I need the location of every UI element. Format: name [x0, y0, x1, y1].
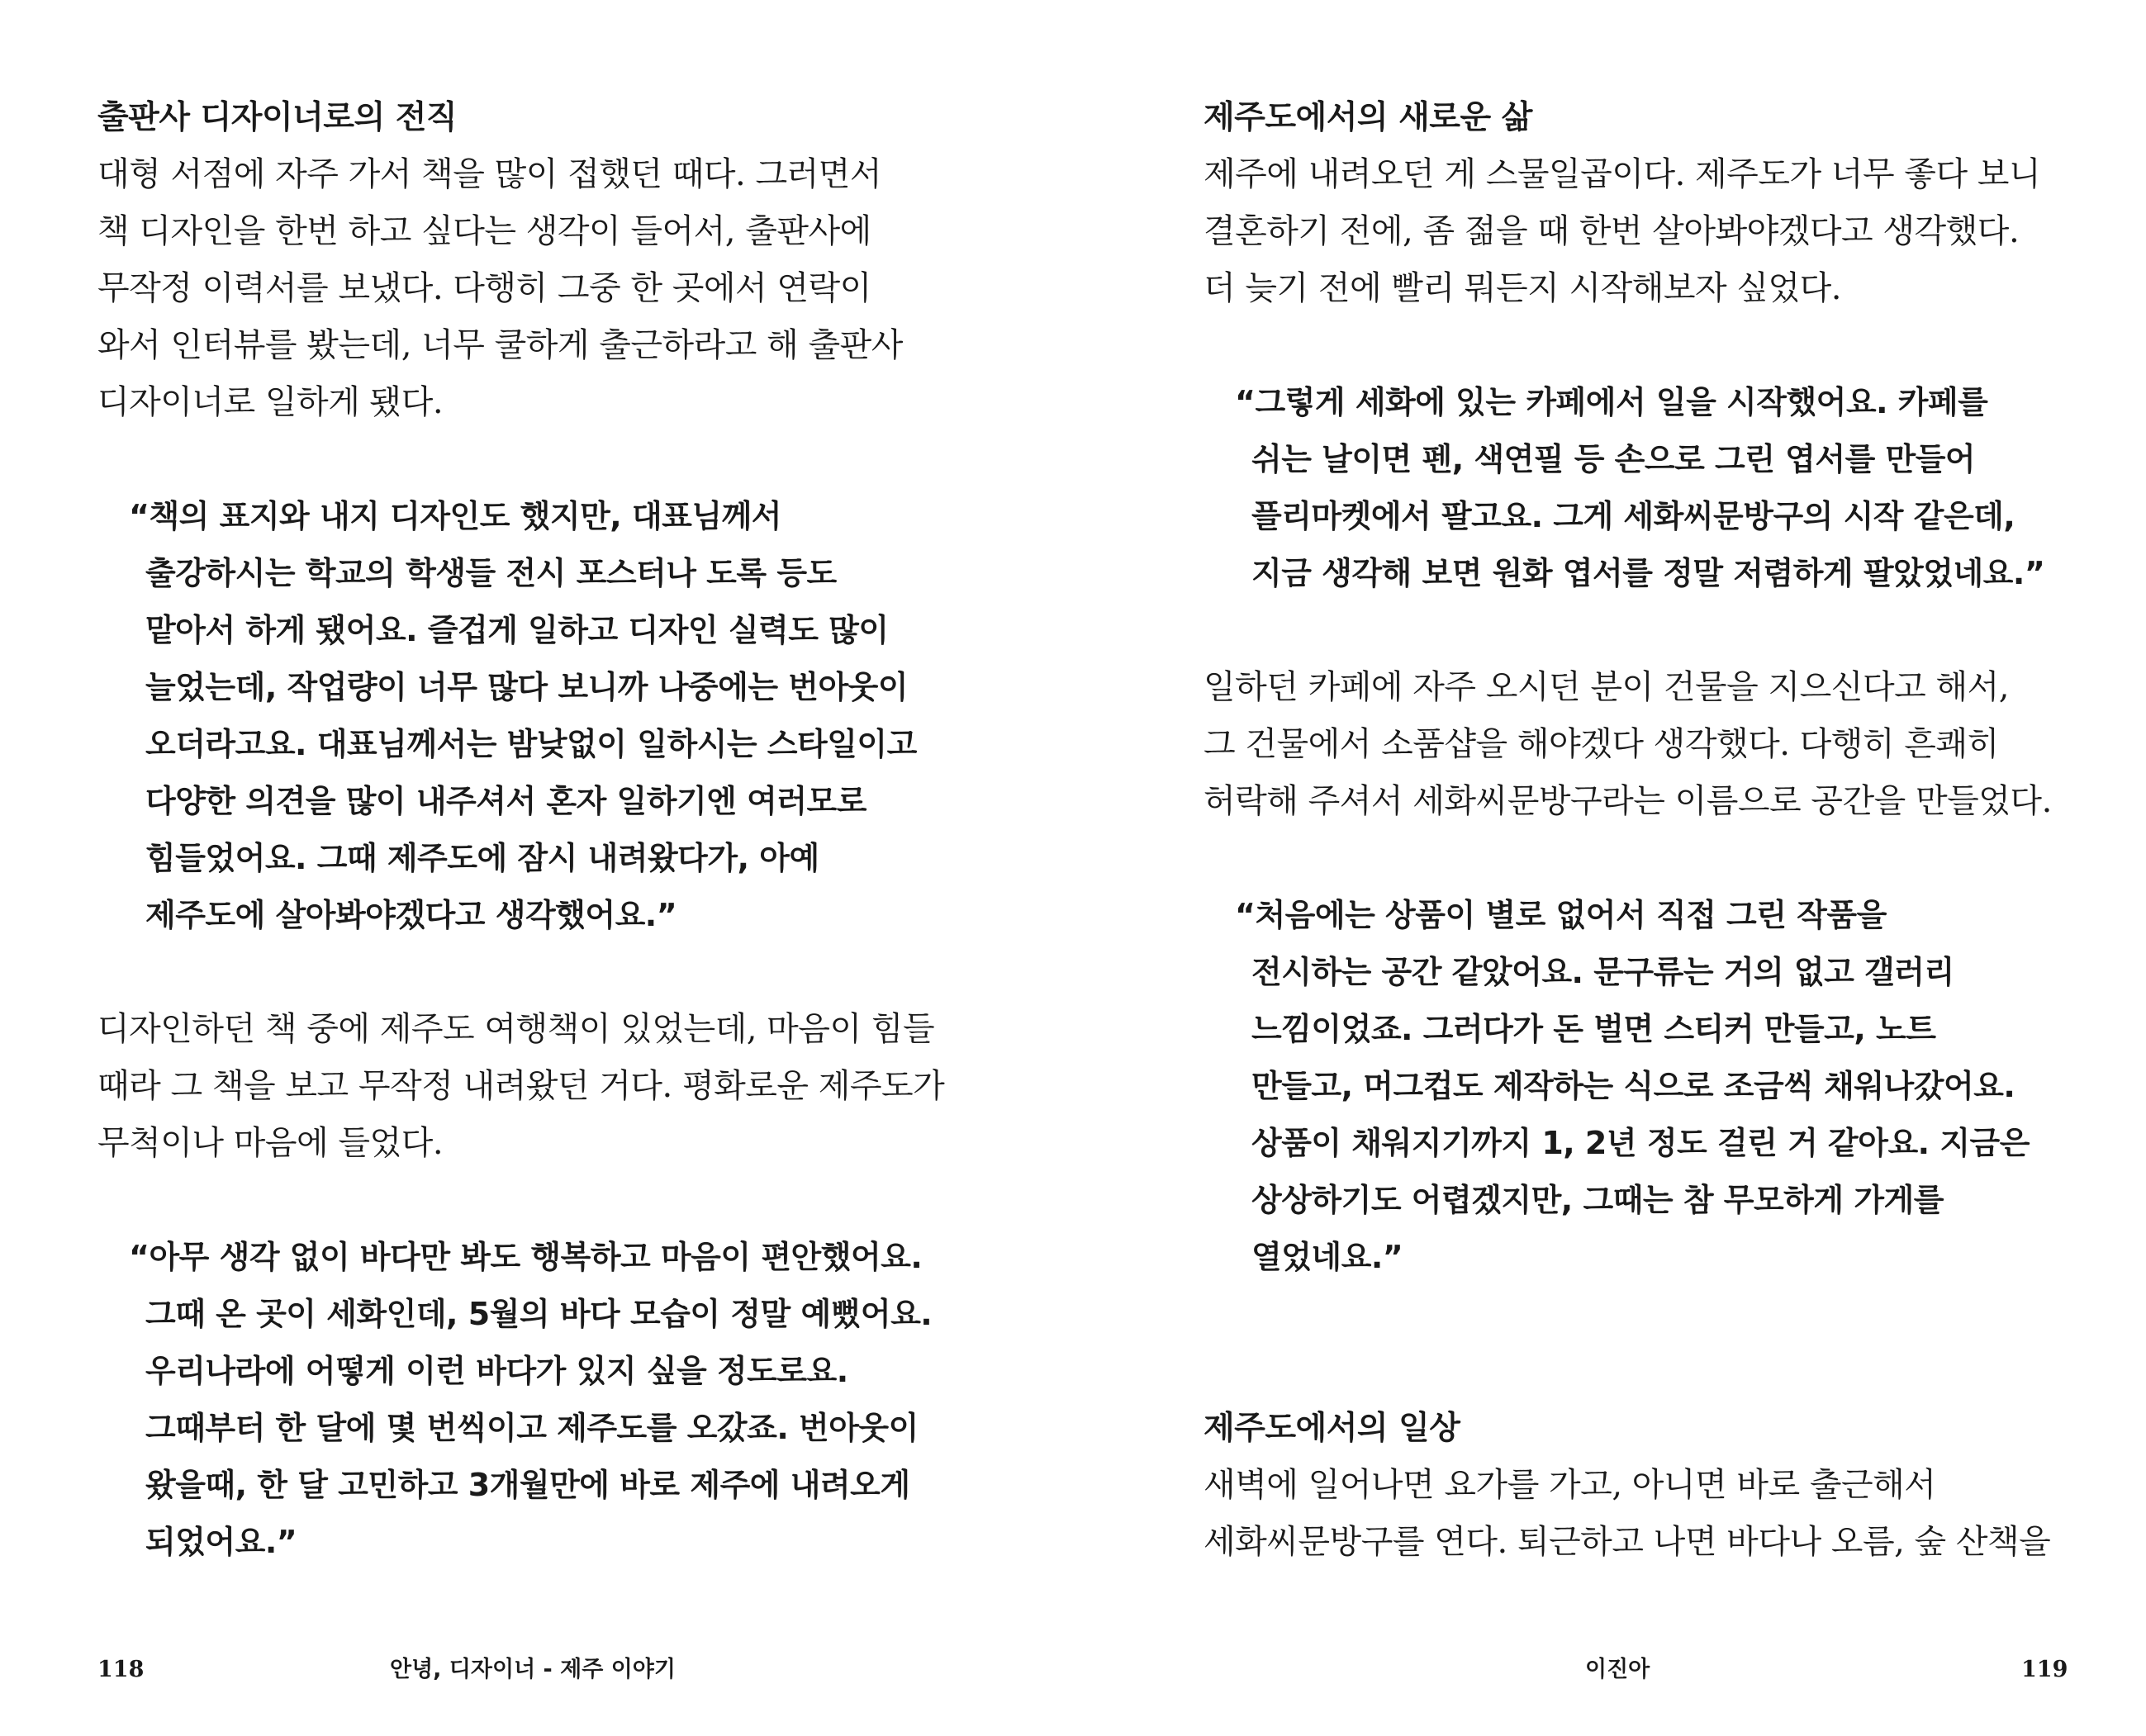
quote-line: 쉬는 날이면 펜, 색연필 등 손으로 그린 엽서를 만들어 — [1251, 441, 1976, 477]
quote-line: 열었네요.” — [1251, 1239, 1403, 1275]
quote-line: 우리나라에 어떻게 이런 바다가 있지 싶을 정도로요. — [145, 1353, 848, 1389]
right-page — [1073, 0, 2146, 1736]
interview-quote — [97, 488, 973, 944]
quote-line: 지금 생각해 보면 원화 엽서를 정말 저렴하게 팔았었네요.” — [1251, 555, 2045, 591]
section-heading-career-change: 출판사 디자이너로의 전직 — [97, 99, 458, 136]
text-line: 책 디자인을 한번 하고 싶다는 생각이 들어서, 출판사에 — [97, 212, 871, 250]
body-paragraph — [1204, 1457, 2096, 1571]
text-line: 디자인하던 책 중에 제주도 여행책이 있었는데, 마음이 힘들 — [97, 1010, 935, 1048]
quote-line: 오더라고요. 대표님께서는 밤낮없이 일하시는 스타일이고 — [145, 726, 917, 762]
quote-line: “책의 표지와 내지 디자인도 했지만, 대표님께서 — [129, 498, 782, 534]
text-line: 대형 서점에 자주 가서 책을 많이 접했던 때다. 그러면서 — [97, 155, 882, 193]
quote-line: 왔을때, 한 달 고민하고 3개월만에 바로 제주에 내려오게 — [145, 1467, 910, 1503]
text-line: 세화씨문방구를 연다. 퇴근하고 나면 바다나 오름, 숲 산책을 — [1204, 1523, 2051, 1561]
text-line: 일하던 카페에 자주 오시던 분이 건물을 지으신다고 해서, — [1204, 668, 2009, 706]
body-paragraph — [1204, 146, 2096, 317]
quote-line: “처음에는 상품이 별로 없어서 직접 그린 작품을 — [1235, 897, 1887, 933]
quote-line: 맡아서 하게 됐어요. 즐겁게 일하고 디자인 실력도 많이 — [145, 612, 889, 648]
quote-line: 되었어요.” — [145, 1524, 297, 1560]
text-line: 와서 인터뷰를 봤는데, 너무 쿨하게 출근하라고 해 출판사 — [97, 326, 903, 364]
quote-line: 상상하기도 어렵겠지만, 그때는 참 무모하게 가게를 — [1251, 1182, 1944, 1218]
interview-quote — [1204, 887, 2096, 1286]
quote-line: 제주도에 살아봐야겠다고 생각했어요.” — [145, 897, 677, 933]
page-number: 118 — [97, 1657, 145, 1682]
quote-line: 느낌이었죠. 그러다가 돈 벌면 스티커 만들고, 노트 — [1251, 1011, 1936, 1047]
text-line: 그 건물에서 소품샵을 해야겠다 생각했다. 다행히 흔쾌히 — [1204, 725, 1999, 763]
text-line: 무척이나 마음에 들었다. — [97, 1124, 444, 1162]
quote-line: 상품이 채워지기까지 1, 2년 정도 걸린 거 같아요. 지금은 — [1251, 1125, 2030, 1161]
section-heading-new-life: 제주도에서의 새로운 삶 — [1204, 99, 1532, 136]
quote-line: 다양한 의견을 많이 내주셔서 혼자 일하기엔 여러모로 — [145, 783, 866, 819]
body-paragraph — [97, 1001, 973, 1172]
quote-line: 만들고, 머그컵도 제작하는 식으로 조금씩 채워나갔어요. — [1251, 1068, 2015, 1104]
quote-line: 출강하시는 학교의 학생들 전시 포스터나 도록 등도 — [145, 555, 837, 591]
right-text-column — [1204, 89, 2096, 1571]
page-number: 119 — [2021, 1657, 2068, 1682]
quote-line: “아무 생각 없이 바다만 봐도 행복하고 마음이 편안했어요. — [129, 1239, 923, 1275]
text-line: 더 늦기 전에 빨리 뭐든지 시작해보자 싶었다. — [1204, 269, 1842, 307]
text-line: 허락해 주셔서 세화씨문방구라는 이름으로 공간을 만들었다. — [1204, 782, 2052, 820]
text-line: 결혼하기 전에, 좀 젊을 때 한번 살아봐야겠다고 생각했다. — [1204, 212, 2020, 250]
quote-line: 힘들었어요. 그때 제주도에 잠시 내려왔다가, 아예 — [145, 840, 819, 876]
text-line: 때라 그 책을 보고 무작정 내려왔던 거다. 평화로운 제주도가 — [97, 1067, 945, 1105]
text-line: 디자이너로 일하게 됐다. — [97, 383, 444, 421]
body-paragraph — [97, 146, 973, 431]
quote-line: 플리마켓에서 팔고요. 그게 세화씨문방구의 시작 같은데, — [1251, 498, 2015, 534]
running-head: 이진아 — [1585, 1657, 1650, 1682]
quote-line: 그때 온 곳이 세화인데, 5월의 바다 모습이 정말 예뻤어요. — [145, 1296, 933, 1332]
interview-quote — [97, 1229, 973, 1571]
body-paragraph — [1204, 659, 2096, 830]
quote-line: “그렇게 세화에 있는 카페에서 일을 시작했어요. 카페를 — [1235, 384, 1988, 420]
quote-line: 그때부터 한 달에 몇 번씩이고 제주도를 오갔죠. 번아웃이 — [145, 1410, 919, 1446]
text-line: 무작정 이력서를 보냈다. 다행히 그중 한 곳에서 연락이 — [97, 269, 871, 307]
running-head: 안녕, 디자이너 - 제주 이야기 — [390, 1657, 676, 1682]
quote-line: 전시하는 공간 같았어요. 문구류는 거의 없고 갤러리 — [1251, 954, 1954, 990]
text-line: 새벽에 일어나면 요가를 가고, 아니면 바로 출근해서 — [1204, 1466, 1936, 1504]
interview-quote — [1204, 374, 2096, 602]
left-text-column — [97, 89, 973, 1571]
text-line: 제주에 내려오던 게 스물일곱이다. 제주도가 너무 좋다 보니 — [1204, 155, 2041, 193]
quote-line: 늘었는데, 작업량이 너무 많다 보니까 나중에는 번아웃이 — [145, 669, 909, 705]
section-heading-daily-life: 제주도에서의 일상 — [1204, 1410, 1460, 1447]
